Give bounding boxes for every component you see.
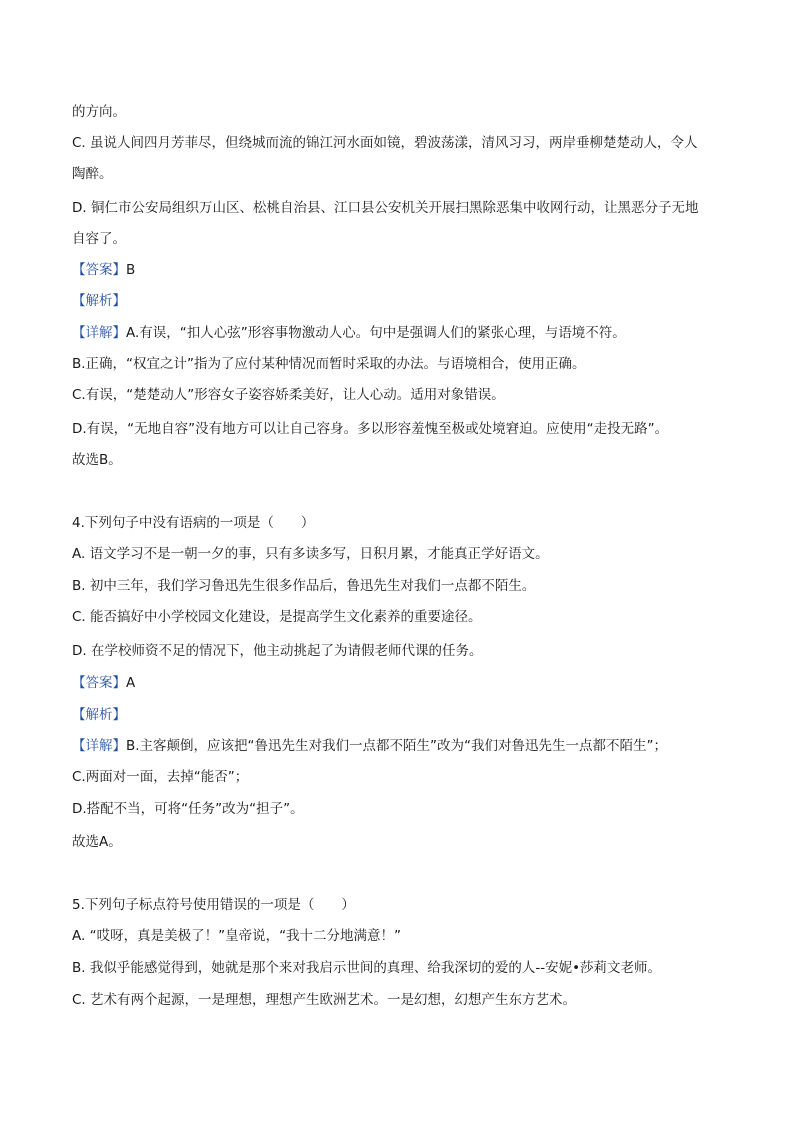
text-line: D.有误，“无地自容”没有地方可以让自己容身。多以形容羞愧至极或处境窘迫。应使用“走投无路”。: [72, 421, 669, 437]
text-line: B.正确，“权宜之计”指为了应付某种情况而暂时采取的办法。与语境相合，使用正确。: [72, 356, 586, 372]
answer-tag: 【答案】: [72, 675, 126, 691]
analysis-tag: 【解析】: [72, 293, 126, 309]
detail-tag: 【详解】: [72, 325, 126, 341]
option-c-line: C. 艺术有两个起源，一是理想，理想产生欧洲艺术。一是幻想，幻想产生东方艺术。: [72, 992, 577, 1008]
detail-text: A.有误，“扣人心弦”形容事物激动人心。句中是强调人们的紧张心理，与语境不符。: [126, 325, 626, 341]
answer-line: [72, 261, 732, 279]
option-b-line: B. 我似乎能感觉得到，她就是那个来对我启示世间的真理、给我深切的爱的人--安妮•莎莉文老师。: [72, 960, 662, 976]
text-line: C.两面对一面，去掉“能否”；: [72, 769, 249, 785]
option-c-line: C. 虽说人间四月芳菲尽，但绕城而流的锦江河水面如镜，碧波荡漾，清风习习，两岸垂柳楚楚动人，令人: [72, 135, 698, 151]
detail-tag: 【详解】: [72, 738, 126, 754]
text-line: 陶醉。: [72, 166, 113, 182]
option-c-line: C. 能否搞好中小学校园文化建设，是提高学生文化素养的重要途径。: [72, 609, 482, 625]
analysis-line: [72, 706, 732, 724]
detail-line: [72, 324, 732, 342]
answer-tag: 【答案】: [72, 262, 126, 278]
option-b-line: B. 初中三年，我们学习鲁迅先生很多作品后，鲁迅先生对我们一点都不陌生。: [72, 578, 536, 594]
text-line: D.搭配不当，可将“任务”改为“担子”。: [72, 801, 304, 817]
text-line: C.有误，“楚楚动人”形容女子姿容娇柔美好，让人心动。适用对象错误。: [72, 387, 505, 403]
detail-text: B.主客颠倒，应该把“鲁迅先生对我们一点都不陌生”改为“我们对鲁迅先生一点都不陌生”；: [126, 738, 668, 754]
option-d-line: D. 在学校师资不足的情况下，他主动挑起了为请假老师代课的任务。: [72, 643, 483, 659]
answer-line: [72, 674, 732, 692]
analysis-line: [72, 292, 732, 310]
analysis-tag: 【解析】: [72, 707, 126, 723]
option-a-line: A. 语文学习不是一朝一夕的事，只有多读多写，日积月累，才能真正学好语文。: [72, 546, 549, 562]
answer-value: A: [126, 675, 136, 691]
detail-line: [72, 737, 732, 755]
question-4-stem: 4.下列句子中没有语病的一项是（ ）: [72, 515, 315, 531]
answer-value: B: [126, 262, 136, 278]
conclusion-line: 故选B。: [72, 452, 122, 468]
option-a-line: A. “哎呀，真是美极了！”皇帝说，“我十二分地满意！”: [72, 928, 402, 944]
question-5-stem: 5.下列句子标点符号使用错误的一项是（ ）: [72, 897, 355, 913]
text-line: 的方向。: [72, 104, 126, 120]
option-d-line: D. 铜仁市公安局组织万山区、松桃自治县、江口县公安机关开展扫黑除恶集中收网行动，让黑恶分子无地: [72, 200, 699, 216]
conclusion-line: 故选A。: [72, 834, 122, 850]
text-line: 自容了。: [72, 231, 126, 247]
